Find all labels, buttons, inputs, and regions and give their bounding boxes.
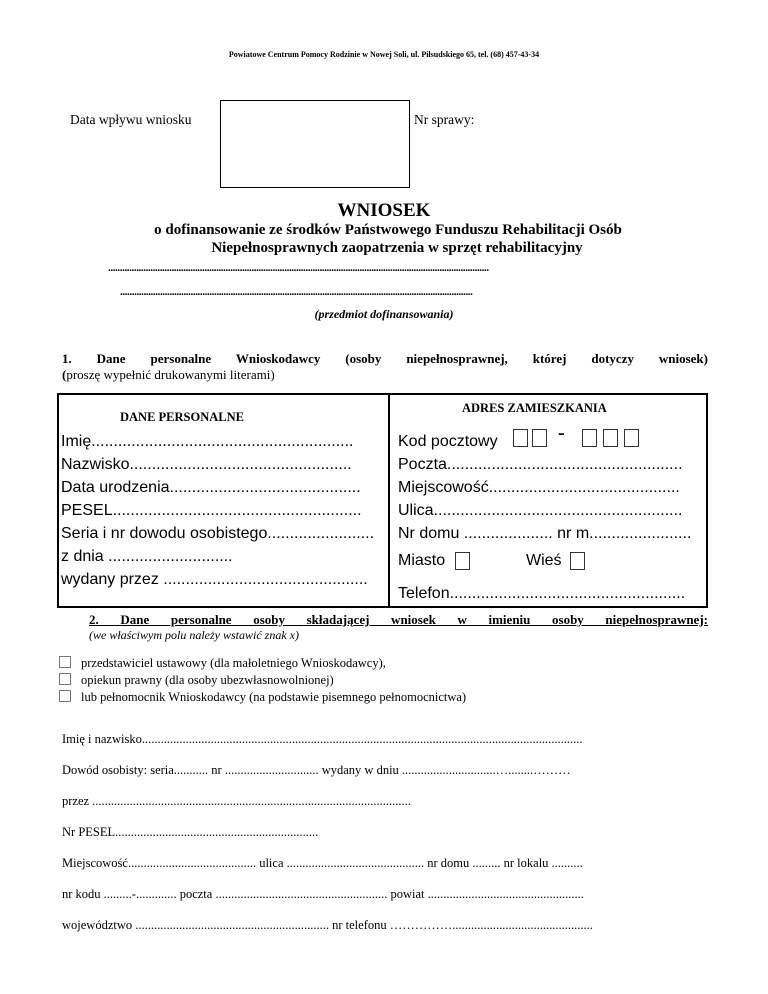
option-label-3: lub pełnomocnik Wnioskodawcy (na podstawie pisemnego pełnomocnictwa)	[81, 690, 467, 704]
field-last-name[interactable]: Nazwisko..................................................	[61, 456, 352, 473]
field-pesel[interactable]: PESEL........................................................	[61, 502, 362, 519]
option-attorney[interactable]	[59, 690, 466, 705]
address-heading: ADRES ZAMIESZKANIA	[462, 401, 607, 415]
section1-note-paren: (	[62, 367, 67, 382]
option-label-2: opiekun prawny (dla osoby ubezwłasnowolnionej)	[81, 673, 334, 687]
option-checkbox-2[interactable]	[59, 673, 71, 685]
line-postal[interactable]: nr kodu .........-............. poczta ....................................................... powiat ..................................................	[62, 887, 584, 901]
field-locality[interactable]: Miejscowość...........................................	[398, 479, 680, 496]
field-post-office[interactable]: Poczta.....................................................	[398, 456, 683, 473]
subject-line-2[interactable]: ......................................................................................................................................................	[120, 286, 473, 298]
postal-digit-2[interactable]	[532, 429, 547, 447]
line-voivodeship[interactable]: województwo .............................................................. nr telefonu …………….............................................	[62, 918, 593, 932]
section1-note	[62, 367, 275, 383]
line-id-document[interactable]: Dowód osobisty: seria........... nr .............................. wydany w dniu ..............................…........………	[62, 763, 571, 777]
line-full-name[interactable]: Imię i nazwisko.............................................................................................................................................	[62, 732, 583, 746]
field-id-number[interactable]: Seria i nr dowodu osobistego........................	[61, 525, 375, 542]
case-number-label: Nr sprawy:	[414, 112, 475, 127]
village-checkbox[interactable]	[570, 552, 585, 570]
option-checkbox-3[interactable]	[59, 690, 71, 702]
field-street[interactable]: Ulica........................................................	[398, 502, 683, 519]
subject-line-1[interactable]: ..................................................................................................................................................................	[108, 262, 489, 274]
postal-digit-4[interactable]	[603, 429, 618, 447]
postal-code-label: Kod pocztowy	[398, 433, 498, 450]
village-label: Wieś	[526, 552, 562, 569]
line-address[interactable]: Miejscowość......................................... ulica ............................................ nr domu ......... nr lokalu ..........	[62, 856, 583, 870]
field-id-date[interactable]: z dnia ............................	[61, 548, 233, 565]
subject-caption: (przedmiot dofinansowania)	[314, 307, 454, 321]
field-phone[interactable]: Telefon.....................................................	[398, 585, 686, 602]
intake-stamp-box[interactable]	[220, 100, 410, 188]
postal-digit-1[interactable]	[513, 429, 528, 447]
form-subtitle	[0, 221, 768, 257]
city-label: Miasto	[398, 552, 446, 569]
option-checkbox-1[interactable]	[59, 656, 71, 668]
section2-subheading: (we właściwym polu należy wstawić znak x)	[89, 628, 299, 642]
field-first-name[interactable]: Imię...........................................................	[61, 433, 354, 450]
option-legal-representative[interactable]	[59, 656, 386, 671]
postal-dash: -	[558, 422, 565, 444]
field-house-number[interactable]: Nr domu .................... nr m.......................	[398, 525, 692, 542]
section2-heading-wrap	[89, 612, 708, 628]
postal-digit-5[interactable]	[624, 429, 639, 447]
institution-header: Powiatowe Centrum Pomocy Rodzinie w Nowej Soli, ul. Piłsudskiego 65, tel. (68) 457-43-34	[228, 50, 540, 59]
line-issued-by[interactable]: przez ......................................................................................................	[62, 794, 411, 808]
postal-digit-3[interactable]	[582, 429, 597, 447]
section2-heading: 2. Dane personalne osoby składającej wniosek w imieniu osoby niepełnosprawnej:	[89, 612, 708, 627]
option-legal-guardian[interactable]	[59, 673, 334, 688]
form-title: WNIOSEK	[337, 200, 431, 221]
section1-note-text: proszę wypełnić drukowanymi literami)	[66, 367, 275, 382]
intake-date-label: Data wpływu wniosku	[70, 112, 192, 127]
city-checkbox[interactable]	[455, 552, 470, 570]
option-label-1: przedstawiciel ustawowy (dla małoletniego Wnioskodawcy),	[81, 656, 386, 670]
subtitle-line-1: o dofinansowanie ze środków Państwowego Funduszu Rehabilitacji Osób	[154, 222, 622, 238]
personal-data-heading: DANE PERSONALNE	[120, 410, 244, 424]
line-pesel[interactable]: Nr PESEL.................................................................	[62, 825, 319, 839]
table-divider	[388, 393, 390, 608]
section1-heading: 1. Dane personalne Wnioskodawcy (osoby niepełnosprawnej, której dotyczy wniosek)	[62, 351, 708, 366]
field-birth-date[interactable]: Data urodzenia...........................................	[61, 479, 361, 496]
field-id-issuer[interactable]: wydany przez ..............................................	[61, 571, 368, 588]
subtitle-line-2: Niepełnosprawnych zaopatrzenia w sprzęt rehabilitacyjny	[211, 240, 583, 256]
